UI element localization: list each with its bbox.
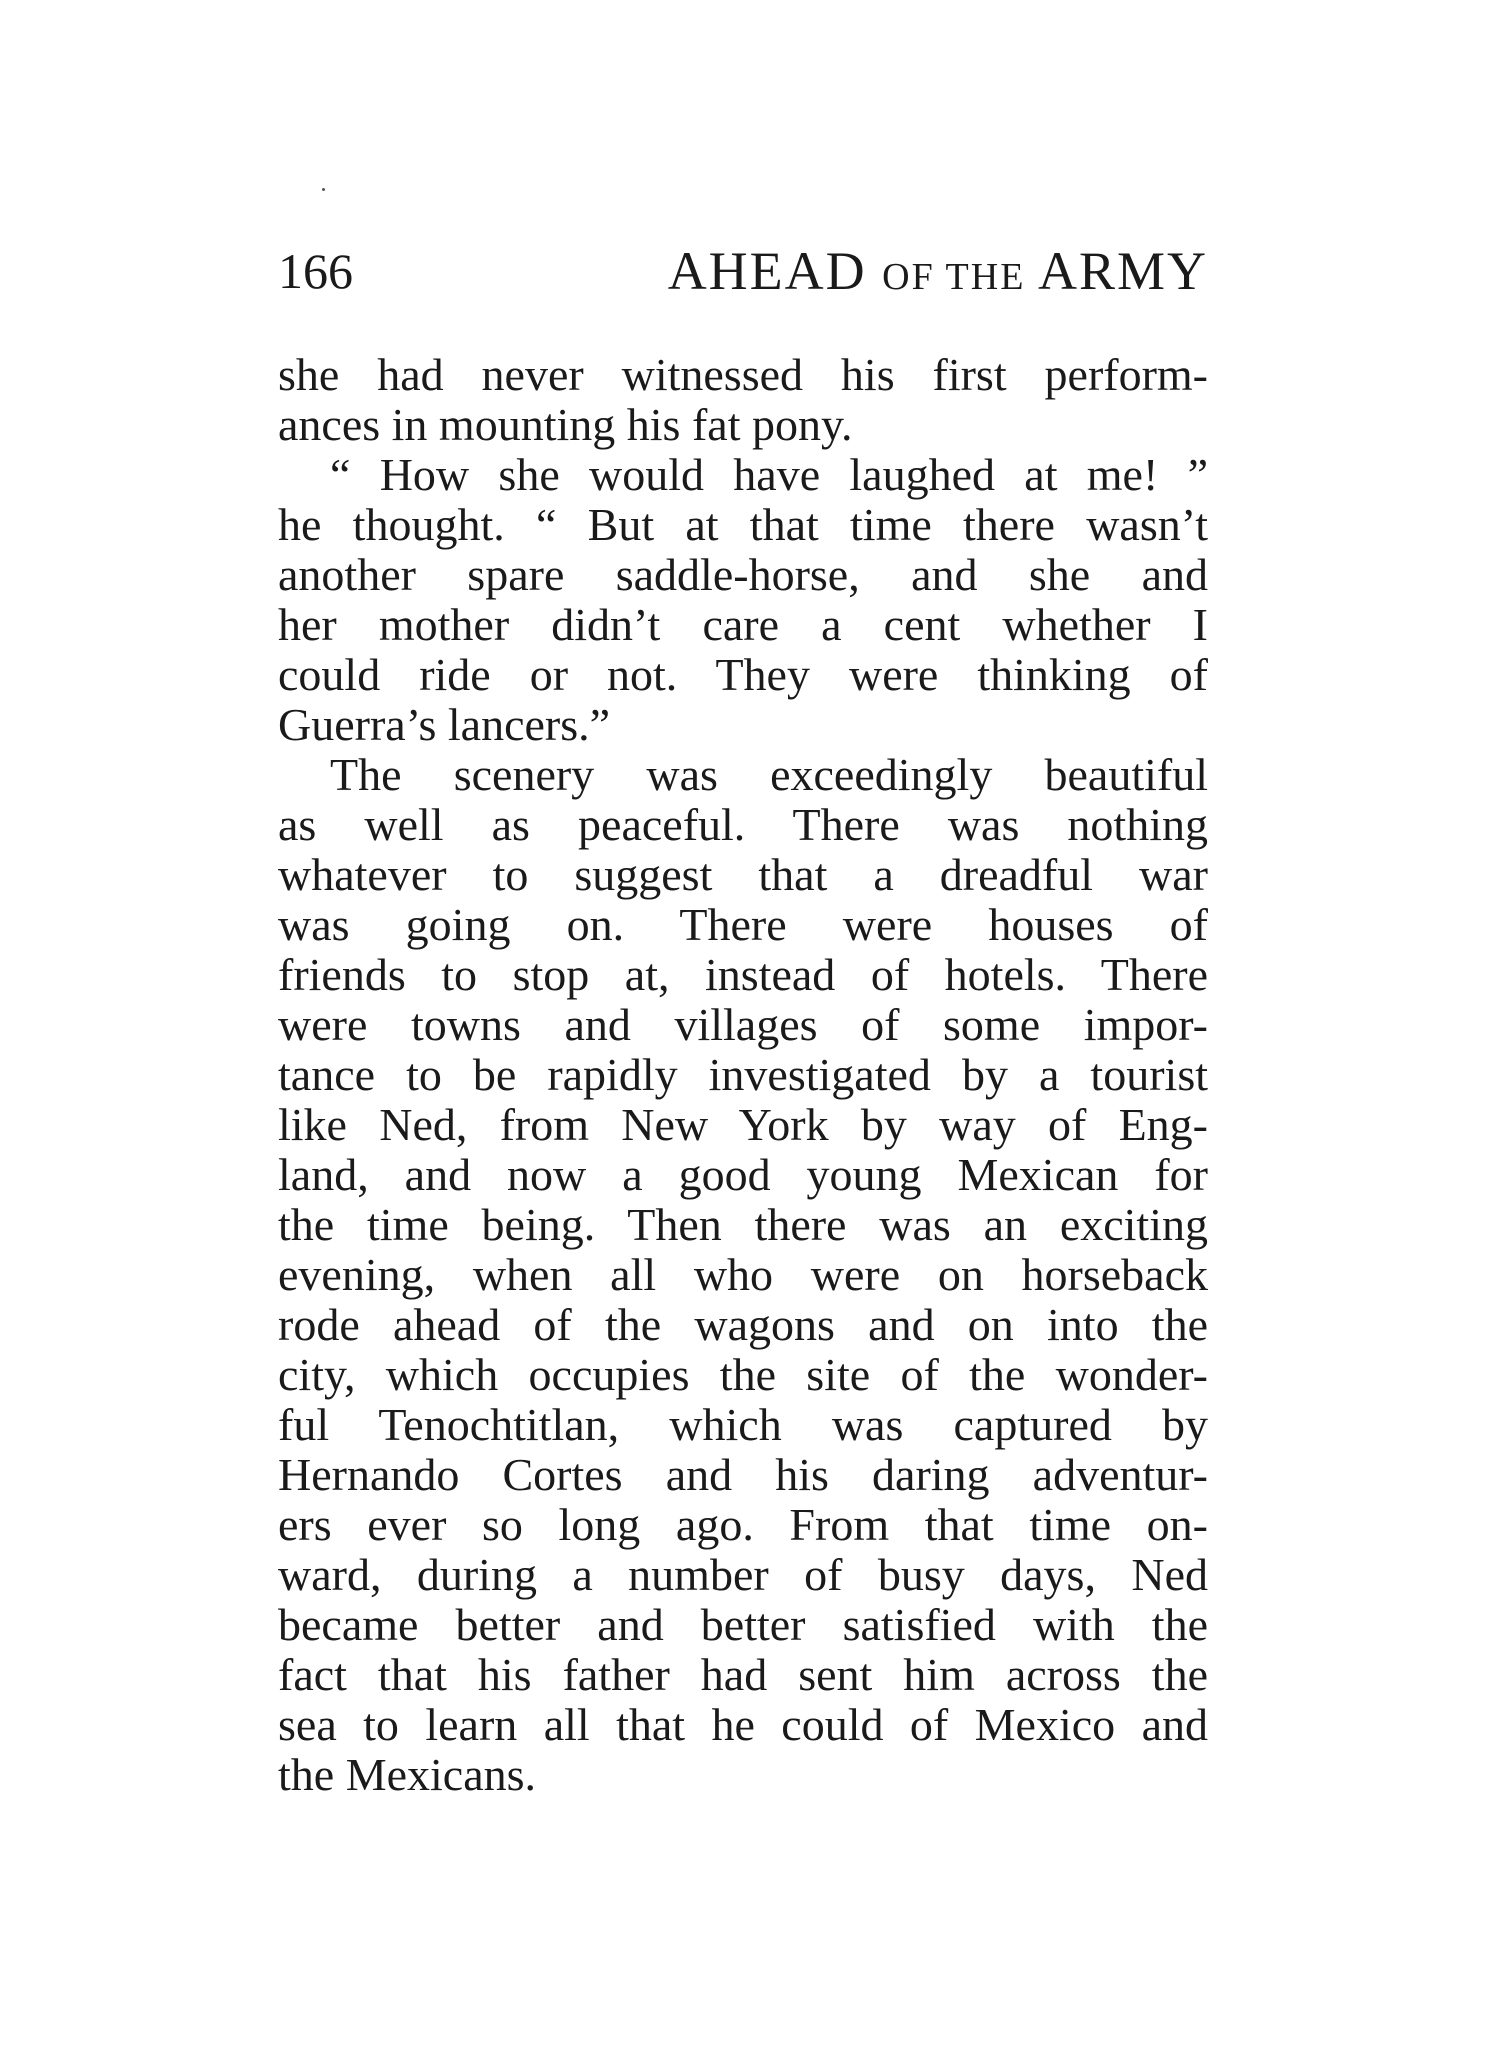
text-line-4: he thought. “ But at that time there wasn’t	[278, 499, 1208, 550]
text-line-17: land, and now a good young Mexican for	[278, 1149, 1208, 1200]
text-line-11: whatever to suggest that a dreadful war	[278, 849, 1208, 900]
text-line-3: “ How she would have laughed at me! ”	[330, 449, 1208, 500]
text-line-1: she had never witnessed his first perform-	[278, 349, 1208, 400]
text-line-10: as well as peaceful. There was nothing	[278, 799, 1208, 850]
text-line-24: ers ever so long ago. From that time on-	[278, 1499, 1208, 1550]
running-title-word-ahead: AHEAD	[667, 241, 867, 301]
text-line-14: were towns and villages of some impor-	[278, 999, 1208, 1050]
running-title-word-army: ARMY	[1037, 241, 1208, 301]
text-line-13: friends to stop at, instead of hotels. There	[278, 949, 1208, 1000]
text-line-20: rode ahead of the wagons and on into the	[278, 1299, 1208, 1350]
running-title	[668, 236, 1208, 312]
text-line-25: ward, during a number of busy days, Ned	[278, 1549, 1208, 1600]
text-line-29: the Mexicans.	[278, 1749, 537, 1800]
print-speck	[322, 188, 325, 191]
text-line-27: fact that his father had sent him across the	[278, 1649, 1208, 1700]
running-header	[278, 236, 1208, 306]
page-number: 166	[278, 243, 353, 299]
text-line-2: ances in mounting his fat pony.	[278, 399, 853, 450]
text-line-16: like Ned, from New York by way of Eng-	[278, 1099, 1208, 1150]
text-line-7: could ride or not. They were thinking of	[278, 649, 1208, 700]
text-line-12: was going on. There were houses of	[278, 899, 1208, 950]
running-title-word-of-the: OF THE	[882, 256, 1026, 298]
text-line-28: sea to learn all that he could of Mexico and	[278, 1699, 1208, 1750]
text-line-8: Guerra’s lancers.”	[278, 699, 611, 750]
text-line-5: another spare saddle-horse, and she and	[278, 549, 1208, 600]
text-line-15: tance to be rapidly investigated by a tourist	[278, 1049, 1208, 1100]
text-line-9: The scenery was exceedingly beautiful	[330, 749, 1208, 800]
text-line-26: became better and better satisfied with the	[278, 1599, 1208, 1650]
text-line-22: ful Tenochtitlan, which was captured by	[278, 1399, 1208, 1450]
text-line-6: her mother didn’t care a cent whether I	[278, 599, 1208, 650]
text-line-19: evening, when all who were on horseback	[278, 1249, 1208, 1300]
text-line-23: Hernando Cortes and his daring adventur-	[278, 1449, 1208, 1500]
text-line-18: the time being. Then there was an exciting	[278, 1199, 1208, 1250]
body-text	[278, 350, 1208, 1800]
text-line-21: city, which occupies the site of the wonder-	[278, 1349, 1208, 1400]
